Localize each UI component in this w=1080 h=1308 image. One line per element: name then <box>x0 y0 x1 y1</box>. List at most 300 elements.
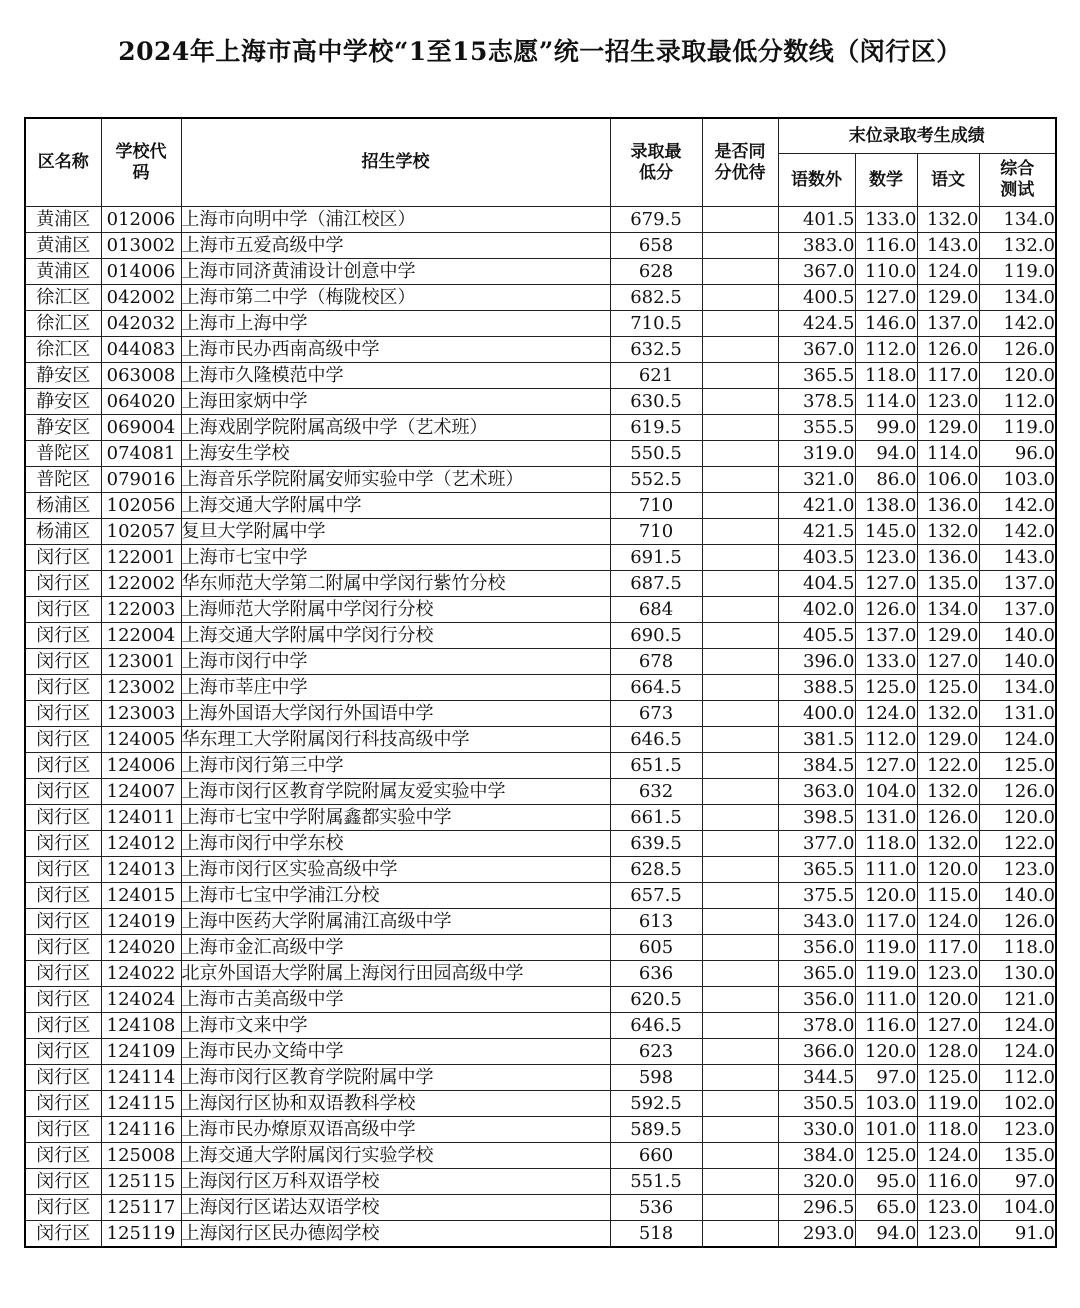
yushuwai-score-cell: 377.0 <box>778 831 855 857</box>
yushuwai-score-cell: 384.0 <box>778 1143 855 1169</box>
min-score-cell: 592.5 <box>610 1091 702 1117</box>
math-score-cell: 103.0 <box>855 1091 917 1117</box>
min-score-cell: 660 <box>610 1143 702 1169</box>
chinese-score-cell: 124.0 <box>917 1143 979 1169</box>
table-row <box>25 415 1056 441</box>
yushuwai-score-cell: 378.5 <box>778 389 855 415</box>
school-name-cell: 上海闵行区万科双语学校 <box>181 1169 610 1195</box>
school-code-cell: 125117 <box>101 1195 181 1221</box>
composite-score-cell: 123.0 <box>979 857 1056 883</box>
district-cell: 闵行区 <box>25 727 101 753</box>
min-score-cell: 710 <box>610 519 702 545</box>
tie-priority-cell <box>702 1039 778 1065</box>
chinese-score-cell: 120.0 <box>917 857 979 883</box>
math-score-cell: 101.0 <box>855 1117 917 1143</box>
table-row <box>25 883 1056 909</box>
tie-priority-cell <box>702 467 778 493</box>
table-row <box>25 363 1056 389</box>
school-name-cell: 华东理工大学附属闵行科技高级中学 <box>181 727 610 753</box>
table-row <box>25 805 1056 831</box>
school-code-cell: 123002 <box>101 675 181 701</box>
min-score-cell: 691.5 <box>610 545 702 571</box>
chinese-score-cell: 115.0 <box>917 883 979 909</box>
tie-priority-cell <box>702 519 778 545</box>
yushuwai-score-cell: 356.0 <box>778 935 855 961</box>
min-score-cell: 552.5 <box>610 467 702 493</box>
school-code-cell: 124024 <box>101 987 181 1013</box>
yushuwai-score-cell: 421.5 <box>778 519 855 545</box>
composite-score-cell: 125.0 <box>979 753 1056 779</box>
school-code-cell: 124011 <box>101 805 181 831</box>
yushuwai-score-cell: 421.0 <box>778 493 855 519</box>
composite-score-cell: 130.0 <box>979 961 1056 987</box>
school-name-cell: 北京外国语大学附属上海闵行田园高级中学 <box>181 961 610 987</box>
math-score-cell: 116.0 <box>855 1013 917 1039</box>
math-score-cell: 112.0 <box>855 337 917 363</box>
table-row <box>25 779 1056 805</box>
yushuwai-score-cell: 400.0 <box>778 701 855 727</box>
min-score-cell: 679.5 <box>610 207 702 233</box>
composite-score-cell: 140.0 <box>979 649 1056 675</box>
chinese-score-cell: 123.0 <box>917 1221 979 1248</box>
math-score-cell: 111.0 <box>855 857 917 883</box>
min-score-cell: 710.5 <box>610 311 702 337</box>
composite-score-cell: 140.0 <box>979 623 1056 649</box>
composite-score-cell: 97.0 <box>979 1169 1056 1195</box>
chinese-score-cell: 135.0 <box>917 571 979 597</box>
table-row <box>25 987 1056 1013</box>
school-name-cell: 上海市闵行中学 <box>181 649 610 675</box>
admission-score-table <box>24 117 1057 1248</box>
district-cell: 闵行区 <box>25 1221 101 1248</box>
composite-score-cell: 96.0 <box>979 441 1056 467</box>
chinese-score-cell: 123.0 <box>917 961 979 987</box>
table-row <box>25 1169 1056 1195</box>
school-code-cell: 102056 <box>101 493 181 519</box>
chinese-score-cell: 126.0 <box>917 337 979 363</box>
yushuwai-score-cell: 319.0 <box>778 441 855 467</box>
composite-score-cell: 131.0 <box>979 701 1056 727</box>
school-code-cell: 122001 <box>101 545 181 571</box>
tie-priority-cell <box>702 753 778 779</box>
composite-score-cell: 124.0 <box>979 1013 1056 1039</box>
math-score-cell: 99.0 <box>855 415 917 441</box>
school-code-cell: 124114 <box>101 1065 181 1091</box>
math-score-cell: 131.0 <box>855 805 917 831</box>
composite-score-cell: 126.0 <box>979 337 1056 363</box>
composite-score-cell: 137.0 <box>979 571 1056 597</box>
yushuwai-score-cell: 330.0 <box>778 1117 855 1143</box>
district-cell: 闵行区 <box>25 831 101 857</box>
school-code-cell: 044083 <box>101 337 181 363</box>
yushuwai-score-cell: 365.5 <box>778 857 855 883</box>
district-cell: 闵行区 <box>25 909 101 935</box>
school-code-cell: 124020 <box>101 935 181 961</box>
composite-score-cell: 132.0 <box>979 233 1056 259</box>
composite-score-cell: 119.0 <box>979 259 1056 285</box>
school-name-cell: 上海市金汇高级中学 <box>181 935 610 961</box>
table-row <box>25 493 1056 519</box>
tie-priority-cell <box>702 337 778 363</box>
tie-priority-cell <box>702 935 778 961</box>
district-cell: 闵行区 <box>25 805 101 831</box>
chinese-score-cell: 123.0 <box>917 389 979 415</box>
tie-priority-cell <box>702 779 778 805</box>
math-score-cell: 118.0 <box>855 363 917 389</box>
school-code-cell: 124012 <box>101 831 181 857</box>
table-row <box>25 1195 1056 1221</box>
district-cell: 闵行区 <box>25 649 101 675</box>
tie-priority-cell <box>702 415 778 441</box>
math-score-cell: 94.0 <box>855 441 917 467</box>
table-row <box>25 857 1056 883</box>
chinese-score-cell: 124.0 <box>917 259 979 285</box>
composite-score-cell: 104.0 <box>979 1195 1056 1221</box>
tie-priority-cell <box>702 259 778 285</box>
tie-priority-cell <box>702 545 778 571</box>
yushuwai-score-cell: 384.5 <box>778 753 855 779</box>
min-score-cell: 682.5 <box>610 285 702 311</box>
school-name-cell: 上海交通大学附属闵行实验学校 <box>181 1143 610 1169</box>
table-row <box>25 337 1056 363</box>
chinese-score-cell: 106.0 <box>917 467 979 493</box>
yushuwai-score-cell: 363.0 <box>778 779 855 805</box>
min-score-cell: 673 <box>610 701 702 727</box>
table-row <box>25 831 1056 857</box>
school-code-cell: 064020 <box>101 389 181 415</box>
school-name-cell: 华东师范大学第二附属中学闵行紫竹分校 <box>181 571 610 597</box>
school-name-cell: 上海市上海中学 <box>181 311 610 337</box>
school-name-cell: 上海外国语大学闵行外国语中学 <box>181 701 610 727</box>
tie-priority-cell <box>702 727 778 753</box>
school-name-cell: 上海市闵行第三中学 <box>181 753 610 779</box>
table-row <box>25 259 1056 285</box>
math-score-cell: 117.0 <box>855 909 917 935</box>
tie-priority-cell <box>702 207 778 233</box>
school-name-cell: 上海市久隆模范中学 <box>181 363 610 389</box>
district-cell: 闵行区 <box>25 935 101 961</box>
district-cell: 普陀区 <box>25 441 101 467</box>
school-name-cell: 上海市七宝中学 <box>181 545 610 571</box>
district-cell: 闵行区 <box>25 1143 101 1169</box>
district-cell: 静安区 <box>25 389 101 415</box>
school-name-cell: 上海戏剧学院附属高级中学（艺术班） <box>181 415 610 441</box>
district-cell: 闵行区 <box>25 1195 101 1221</box>
header-code: 学校代码 <box>101 118 181 207</box>
chinese-score-cell: 137.0 <box>917 311 979 337</box>
school-name-cell: 上海安生学校 <box>181 441 610 467</box>
composite-score-cell: 137.0 <box>979 597 1056 623</box>
composite-score-cell: 102.0 <box>979 1091 1056 1117</box>
composite-score-cell: 124.0 <box>979 727 1056 753</box>
district-cell: 黄浦区 <box>25 233 101 259</box>
yushuwai-score-cell: 424.5 <box>778 311 855 337</box>
school-code-cell: 013002 <box>101 233 181 259</box>
table-row <box>25 727 1056 753</box>
school-name-cell: 上海音乐学院附属安师实验中学（艺术班） <box>181 467 610 493</box>
header-tie-priority: 是否同分优待 <box>702 118 778 207</box>
min-score-cell: 639.5 <box>610 831 702 857</box>
yushuwai-score-cell: 296.5 <box>778 1195 855 1221</box>
school-code-cell: 069004 <box>101 415 181 441</box>
school-code-cell: 124007 <box>101 779 181 805</box>
chinese-score-cell: 132.0 <box>917 831 979 857</box>
school-name-cell: 上海交通大学附属中学闵行分校 <box>181 623 610 649</box>
school-code-cell: 042032 <box>101 311 181 337</box>
math-score-cell: 125.0 <box>855 675 917 701</box>
tie-priority-cell <box>702 623 778 649</box>
math-score-cell: 111.0 <box>855 987 917 1013</box>
tie-priority-cell <box>702 285 778 311</box>
table-row <box>25 207 1056 233</box>
yushuwai-score-cell: 365.5 <box>778 363 855 389</box>
math-score-cell: 138.0 <box>855 493 917 519</box>
yushuwai-score-cell: 388.5 <box>778 675 855 701</box>
table-row <box>25 311 1056 337</box>
school-code-cell: 123001 <box>101 649 181 675</box>
school-name-cell: 上海市古美高级中学 <box>181 987 610 1013</box>
yushuwai-score-cell: 375.5 <box>778 883 855 909</box>
header-min-score: 录取最低分 <box>610 118 702 207</box>
school-name-cell: 上海市民办文绮中学 <box>181 1039 610 1065</box>
header-school: 招生学校 <box>181 118 610 207</box>
chinese-score-cell: 125.0 <box>917 1065 979 1091</box>
chinese-score-cell: 118.0 <box>917 1117 979 1143</box>
tie-priority-cell <box>702 571 778 597</box>
school-code-cell: 124005 <box>101 727 181 753</box>
tie-priority-cell <box>702 389 778 415</box>
chinese-score-cell: 123.0 <box>917 1195 979 1221</box>
chinese-score-cell: 136.0 <box>917 493 979 519</box>
min-score-cell: 710 <box>610 493 702 519</box>
district-cell: 闵行区 <box>25 987 101 1013</box>
district-cell: 闵行区 <box>25 1039 101 1065</box>
table-row <box>25 597 1056 623</box>
yushuwai-score-cell: 343.0 <box>778 909 855 935</box>
school-code-cell: 124022 <box>101 961 181 987</box>
min-score-cell: 678 <box>610 649 702 675</box>
school-name-cell: 上海市民办燎原双语高级中学 <box>181 1117 610 1143</box>
composite-score-cell: 112.0 <box>979 389 1056 415</box>
math-score-cell: 112.0 <box>855 727 917 753</box>
composite-score-cell: 134.0 <box>979 675 1056 701</box>
composite-score-cell: 123.0 <box>979 1117 1056 1143</box>
school-name-cell: 上海中医药大学附属浦江高级中学 <box>181 909 610 935</box>
district-cell: 黄浦区 <box>25 207 101 233</box>
yushuwai-score-cell: 403.5 <box>778 545 855 571</box>
chinese-score-cell: 126.0 <box>917 805 979 831</box>
math-score-cell: 120.0 <box>855 1039 917 1065</box>
math-score-cell: 133.0 <box>855 207 917 233</box>
table-row <box>25 233 1056 259</box>
yushuwai-score-cell: 344.5 <box>778 1065 855 1091</box>
composite-score-cell: 134.0 <box>979 207 1056 233</box>
min-score-cell: 628 <box>610 259 702 285</box>
math-score-cell: 116.0 <box>855 233 917 259</box>
district-cell: 黄浦区 <box>25 259 101 285</box>
math-score-cell: 65.0 <box>855 1195 917 1221</box>
tie-priority-cell <box>702 987 778 1013</box>
min-score-cell: 619.5 <box>610 415 702 441</box>
chinese-score-cell: 117.0 <box>917 363 979 389</box>
min-score-cell: 661.5 <box>610 805 702 831</box>
chinese-score-cell: 119.0 <box>917 1091 979 1117</box>
school-code-cell: 124013 <box>101 857 181 883</box>
min-score-cell: 621 <box>610 363 702 389</box>
school-code-cell: 074081 <box>101 441 181 467</box>
district-cell: 徐汇区 <box>25 285 101 311</box>
min-score-cell: 684 <box>610 597 702 623</box>
min-score-cell: 589.5 <box>610 1117 702 1143</box>
composite-score-cell: 142.0 <box>979 519 1056 545</box>
chinese-score-cell: 116.0 <box>917 1169 979 1195</box>
school-code-cell: 125008 <box>101 1143 181 1169</box>
school-code-cell: 122004 <box>101 623 181 649</box>
math-score-cell: 127.0 <box>855 571 917 597</box>
chinese-score-cell: 128.0 <box>917 1039 979 1065</box>
school-name-cell: 上海市五爱高级中学 <box>181 233 610 259</box>
chinese-score-cell: 127.0 <box>917 649 979 675</box>
district-cell: 杨浦区 <box>25 493 101 519</box>
table-row <box>25 1039 1056 1065</box>
school-code-cell: 063008 <box>101 363 181 389</box>
table-row <box>25 285 1056 311</box>
min-score-cell: 658 <box>610 233 702 259</box>
chinese-score-cell: 117.0 <box>917 935 979 961</box>
tie-priority-cell <box>702 649 778 675</box>
composite-score-cell: 103.0 <box>979 467 1056 493</box>
tie-priority-cell <box>702 1013 778 1039</box>
chinese-score-cell: 127.0 <box>917 1013 979 1039</box>
table-row <box>25 545 1056 571</box>
tie-priority-cell <box>702 961 778 987</box>
table-row <box>25 701 1056 727</box>
min-score-cell: 687.5 <box>610 571 702 597</box>
school-code-cell: 124115 <box>101 1091 181 1117</box>
chinese-score-cell: 129.0 <box>917 623 979 649</box>
min-score-cell: 518 <box>610 1221 702 1248</box>
composite-score-cell: 91.0 <box>979 1221 1056 1248</box>
school-code-cell: 042002 <box>101 285 181 311</box>
page-title: 2024年上海市高中学校“1至15志愿”统一招生录取最低分数线（闵行区） <box>118 37 962 66</box>
yushuwai-score-cell: 401.5 <box>778 207 855 233</box>
yushuwai-score-cell: 355.5 <box>778 415 855 441</box>
math-score-cell: 97.0 <box>855 1065 917 1091</box>
min-score-cell: 605 <box>610 935 702 961</box>
tie-priority-cell <box>702 311 778 337</box>
math-score-cell: 110.0 <box>855 259 917 285</box>
school-code-cell: 124108 <box>101 1013 181 1039</box>
chinese-score-cell: 143.0 <box>917 233 979 259</box>
composite-score-cell: 134.0 <box>979 285 1056 311</box>
district-cell: 闵行区 <box>25 545 101 571</box>
yushuwai-score-cell: 365.0 <box>778 961 855 987</box>
school-name-cell: 上海市闵行区教育学院附属友爱实验中学 <box>181 779 610 805</box>
school-name-cell: 上海市向明中学（浦江校区） <box>181 207 610 233</box>
chinese-score-cell: 136.0 <box>917 545 979 571</box>
yushuwai-score-cell: 383.0 <box>778 233 855 259</box>
math-score-cell: 137.0 <box>855 623 917 649</box>
yushuwai-score-cell: 293.0 <box>778 1221 855 1248</box>
min-score-cell: 657.5 <box>610 883 702 909</box>
district-cell: 闵行区 <box>25 571 101 597</box>
district-cell: 闵行区 <box>25 701 101 727</box>
yushuwai-score-cell: 398.5 <box>778 805 855 831</box>
school-name-cell: 上海市闵行区教育学院附属中学 <box>181 1065 610 1091</box>
tie-priority-cell <box>702 1117 778 1143</box>
composite-score-cell: 143.0 <box>979 545 1056 571</box>
composite-score-cell: 120.0 <box>979 363 1056 389</box>
math-score-cell: 123.0 <box>855 545 917 571</box>
min-score-cell: 632 <box>610 779 702 805</box>
min-score-cell: 636 <box>610 961 702 987</box>
tie-priority-cell <box>702 363 778 389</box>
table-row <box>25 1091 1056 1117</box>
table-row <box>25 389 1056 415</box>
school-name-cell: 上海市民办西南高级中学 <box>181 337 610 363</box>
school-code-cell: 125115 <box>101 1169 181 1195</box>
yushuwai-score-cell: 350.5 <box>778 1091 855 1117</box>
math-score-cell: 126.0 <box>855 597 917 623</box>
school-code-cell: 124006 <box>101 753 181 779</box>
table-row <box>25 675 1056 701</box>
school-name-cell: 上海市第二中学（梅陇校区） <box>181 285 610 311</box>
tie-priority-cell <box>702 597 778 623</box>
min-score-cell: 613 <box>610 909 702 935</box>
chinese-score-cell: 129.0 <box>917 285 979 311</box>
math-score-cell: 127.0 <box>855 753 917 779</box>
min-score-cell: 664.5 <box>610 675 702 701</box>
min-score-cell: 598 <box>610 1065 702 1091</box>
math-score-cell: 146.0 <box>855 311 917 337</box>
chinese-score-cell: 129.0 <box>917 415 979 441</box>
school-name-cell: 上海市七宝中学附属鑫都实验中学 <box>181 805 610 831</box>
yushuwai-score-cell: 321.0 <box>778 467 855 493</box>
table-row <box>25 467 1056 493</box>
tie-priority-cell <box>702 675 778 701</box>
composite-score-cell: 122.0 <box>979 831 1056 857</box>
district-cell: 闵行区 <box>25 1065 101 1091</box>
composite-score-cell: 140.0 <box>979 883 1056 909</box>
school-name-cell: 上海市闵行中学东校 <box>181 831 610 857</box>
yushuwai-score-cell: 396.0 <box>778 649 855 675</box>
tie-priority-cell <box>702 1195 778 1221</box>
min-score-cell: 536 <box>610 1195 702 1221</box>
school-name-cell: 上海交通大学附属中学 <box>181 493 610 519</box>
yushuwai-score-cell: 356.0 <box>778 987 855 1013</box>
tie-priority-cell <box>702 1091 778 1117</box>
school-code-cell: 125119 <box>101 1221 181 1248</box>
math-score-cell: 119.0 <box>855 935 917 961</box>
math-score-cell: 145.0 <box>855 519 917 545</box>
district-cell: 徐汇区 <box>25 337 101 363</box>
math-score-cell: 86.0 <box>855 467 917 493</box>
school-name-cell: 上海闵行区民办德闳学校 <box>181 1221 610 1248</box>
district-cell: 闵行区 <box>25 1091 101 1117</box>
chinese-score-cell: 132.0 <box>917 779 979 805</box>
district-cell: 闵行区 <box>25 623 101 649</box>
district-cell: 普陀区 <box>25 467 101 493</box>
math-score-cell: 133.0 <box>855 649 917 675</box>
tie-priority-cell <box>702 1169 778 1195</box>
math-score-cell: 118.0 <box>855 831 917 857</box>
school-name-cell: 上海市七宝中学浦江分校 <box>181 883 610 909</box>
table-row <box>25 649 1056 675</box>
yushuwai-score-cell: 378.0 <box>778 1013 855 1039</box>
tie-priority-cell <box>702 831 778 857</box>
table-row <box>25 441 1056 467</box>
table-row <box>25 1013 1056 1039</box>
